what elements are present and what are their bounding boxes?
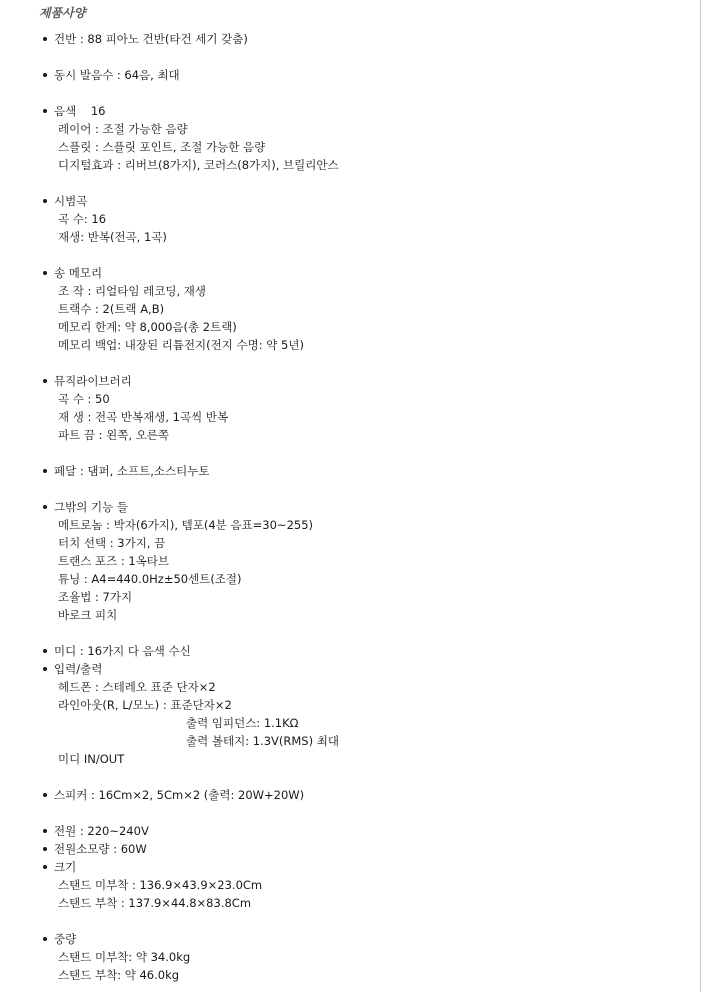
spec-text: 스피커 : 16Cm×2, 5Cm×2 (출력: 20W+20W): [54, 788, 305, 802]
spec-item-speakers: [43, 788, 304, 802]
bullet-icon: [43, 37, 47, 41]
spec-text: 송 메모리: [54, 266, 103, 280]
bullet-icon: [43, 829, 47, 833]
spec-subitem: 트랜스 포즈 : 1옥타브: [58, 554, 170, 568]
spec-subitem: 메모리 백업: 내장된 리튬전지(전지 수명: 약 5년): [58, 338, 304, 352]
bullet-icon: [43, 469, 47, 473]
spec-item-music-library: [43, 374, 132, 388]
spec-subitem: 튜닝 : A4=440.0Hz±50센트(조절): [58, 572, 242, 586]
spec-item-size: [43, 860, 76, 874]
spec-item-demo: [43, 194, 87, 208]
spec-item-weight: [43, 932, 76, 946]
spec-subitem: 스탠드 미부착 : 136.9×43.9×23.0Cm: [58, 878, 263, 892]
spec-subitem: 터치 선택 : 3가지, 끔: [58, 536, 166, 550]
bullet-icon: [43, 847, 47, 851]
spec-item-power: [43, 824, 149, 838]
spec-text: 중량: [54, 932, 77, 946]
spec-item-midi: [43, 644, 191, 658]
spec-item-song-memory: [43, 266, 102, 280]
spec-text: 시범곡: [54, 194, 88, 208]
bullet-icon: [43, 271, 47, 275]
spec-item-io: [43, 662, 102, 676]
spec-item-other-functions: [43, 500, 128, 514]
bullet-icon: [43, 865, 47, 869]
spec-text: 뮤직라이브러리: [54, 374, 132, 388]
bullet-icon: [43, 505, 47, 509]
bullet-icon: [43, 649, 47, 653]
spec-text: 그밖의 기능 들: [54, 500, 128, 514]
spec-item-power-consumption: [43, 842, 147, 856]
bullet-icon: [43, 379, 47, 383]
spec-item-polyphony: [43, 68, 180, 82]
spec-subitem: 재 생 : 전곡 반복재생, 1곡씩 반복: [58, 410, 229, 424]
spec-subitem: 파트 끔 : 왼쪽, 오른쪽: [58, 428, 170, 442]
spec-subitem: 스탠드 미부착: 약 34.0kg: [58, 950, 191, 964]
bullet-icon: [43, 109, 47, 113]
spec-text: 미디 : 16가지 다 음색 수신: [54, 644, 191, 658]
bullet-icon: [43, 73, 47, 77]
spec-text: 입력/출력: [54, 662, 103, 676]
spec-text: 건반 : 88 피아노 건반(타건 세기 갖춤): [54, 32, 248, 46]
bullet-icon: [43, 199, 47, 203]
bullet-icon: [43, 667, 47, 671]
spec-subitem: 출력 임피던스: 1.1KΩ: [186, 716, 299, 730]
spec-subitem: 스탠드 부착: 약 46.0kg: [58, 968, 180, 982]
spec-subitem: 스탠드 부착 : 137.9×44.8×83.8Cm: [58, 896, 252, 910]
spec-subitem: 출력 볼테지: 1.3V(RMS) 최대: [186, 734, 339, 748]
spec-text: 크기: [54, 860, 77, 874]
spec-text: 동시 발음수 : 64음, 최대: [54, 68, 180, 82]
spec-subitem: 트랙수 : 2(트랙 A,B): [58, 302, 165, 316]
spec-subitem: 바로크 피치: [58, 608, 118, 622]
spec-item-keyboard: [43, 32, 248, 46]
spec-subitem: 스플릿 : 스플릿 포인트, 조절 가능한 음량: [58, 140, 266, 154]
spec-text: 전원 : 220~240V: [54, 824, 149, 838]
spec-subitem: 헤드폰 : 스테레오 표준 단자×2: [58, 680, 216, 694]
spec-text: 전원소모량 : 60W: [54, 842, 147, 856]
bullet-icon: [43, 937, 47, 941]
spec-subitem: 조 작 : 리얼타임 레코딩, 재생: [58, 284, 207, 298]
spec-item-pedals: [43, 464, 209, 478]
spec-subitem: 라인아웃(R, L/모노) : 표준단자×2: [58, 698, 232, 712]
spec-subitem: 미디 IN/OUT: [58, 752, 125, 766]
page-title: 제품사양: [39, 6, 86, 20]
spec-text: 페달 : 댐퍼, 소프트,소스티누토: [54, 464, 210, 478]
spec-subitem: 메트로놈 : 박자(6가지), 템포(4분 음표=30~255): [58, 518, 314, 532]
spec-text: 음색 16: [54, 104, 106, 118]
spec-subitem: 재생: 반복(전곡, 1곡): [58, 230, 167, 244]
spec-item-tones: [43, 104, 105, 118]
spec-subitem: 레이어 : 조절 가능한 음량: [58, 122, 188, 136]
spec-subitem: 곡 수: 16: [58, 212, 107, 226]
spec-subitem: 조율법 : 7가지: [58, 590, 133, 604]
spec-subitem: 메모리 한계: 약 8,000음(총 2트랙): [58, 320, 237, 334]
spec-subitem: 디지털효과 : 리버브(8가지), 코러스(8가지), 브릴리안스: [58, 158, 339, 172]
bullet-icon: [43, 793, 47, 797]
spec-subitem: 곡 수 : 50: [58, 392, 110, 406]
